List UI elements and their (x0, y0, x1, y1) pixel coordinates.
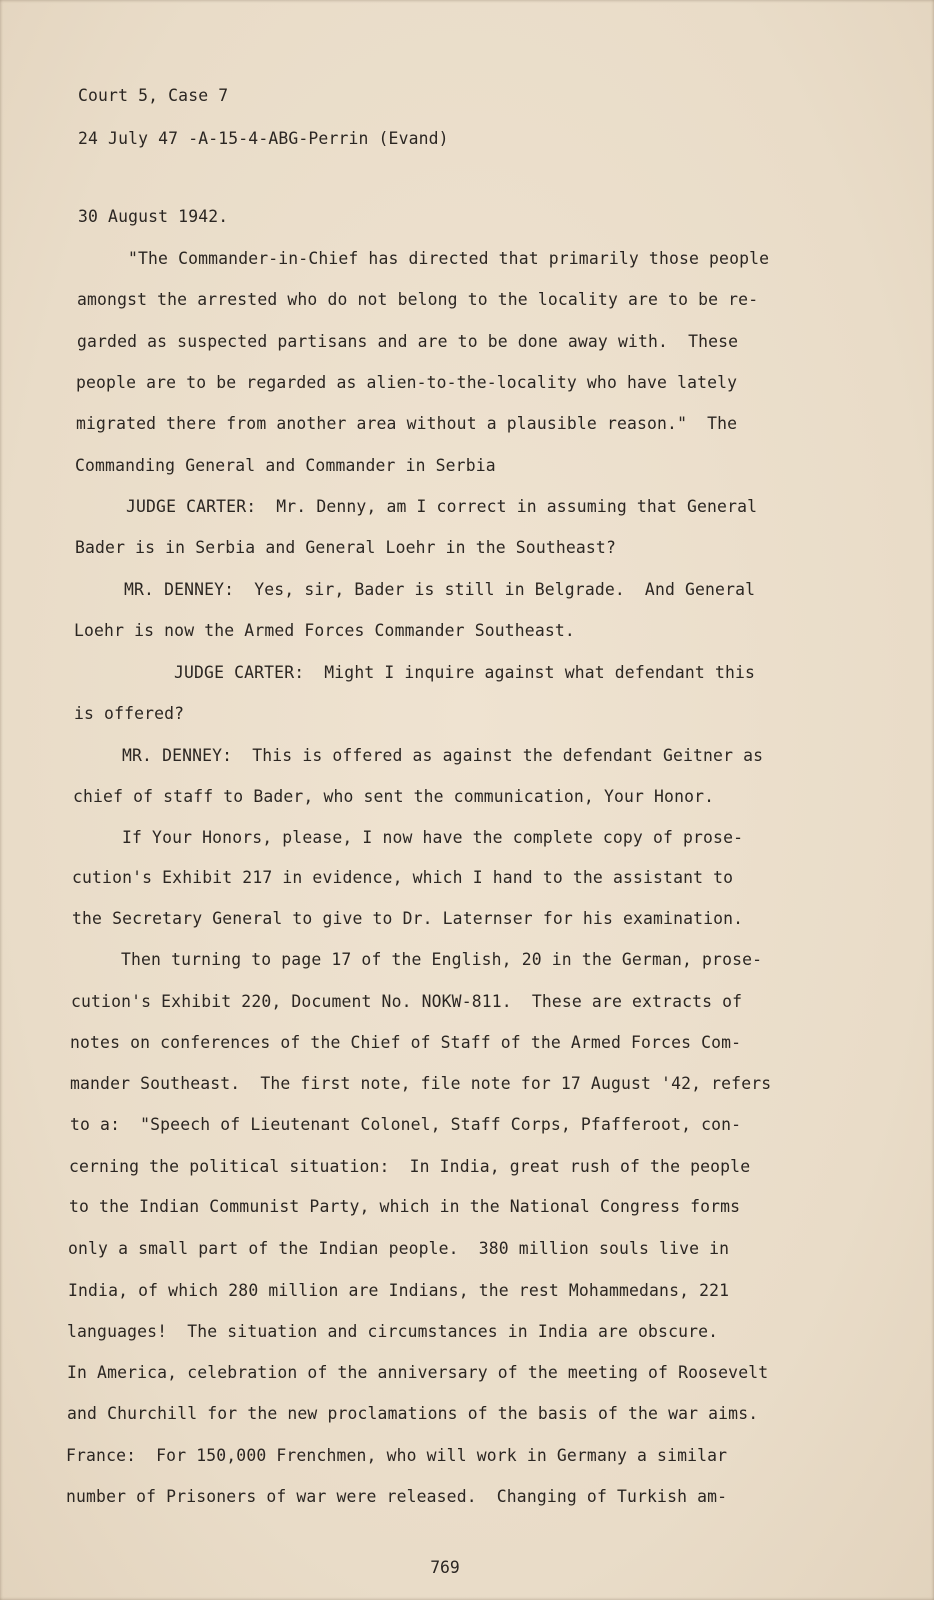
text-line: India, of which 280 million are Indians, the rest Mohammedans, 221 (68, 1281, 730, 1300)
session-header: 24 July 47 -A-15-4-ABG-Perrin (Evand) (78, 129, 449, 148)
text-line: Loehr is now the Armed Forces Commander Southeast. (74, 621, 575, 640)
text-line: Then turning to page 17 of the English, 20 in the German, prose- (121, 950, 763, 969)
text-line: garded as suspected partisans and are to be done away with. These (77, 332, 739, 351)
text-line: 30 August 1942. (78, 207, 229, 226)
text-line: JUDGE CARTER: Mr. Denny, am I correct in assuming that General (126, 497, 758, 516)
text-line: the Secretary General to give to Dr. Laternser for his examination. (72, 909, 744, 928)
page-number: 769 (430, 1558, 460, 1577)
case-header: Court 5, Case 7 (78, 86, 229, 105)
text-line: "The Commander-in-Chief has directed that primarily those people (128, 249, 770, 268)
text-line: to a: "Speech of Lieutenant Colonel, Staff Corps, Pfafferoot, con- (70, 1115, 742, 1134)
text-line: cution's Exhibit 217 in evidence, which I hand to the assistant to (72, 868, 734, 887)
text-line: people are to be regarded as alien-to-the-locality who have lately (76, 373, 738, 392)
text-line: cution's Exhibit 220, Document No. NOKW-811. These are extracts of (71, 992, 743, 1011)
text-line: number of Prisoners of war were released. Changing of Turkish am- (66, 1487, 728, 1506)
text-line: mander Southeast. The first note, file note for 17 August '42, refers (70, 1074, 772, 1093)
text-line: In America, celebration of the anniversary of the meeting of Roosevelt (67, 1363, 769, 1382)
text-line: only a small part of the Indian people. 380 million souls live in (68, 1239, 730, 1258)
text-line: If Your Honors, please, I now have the complete copy of prose- (122, 828, 744, 847)
text-line: MR. DENNEY: This is offered as against the defendant Geitner as (122, 746, 764, 765)
text-line: migrated there from another area without a plausible reason." The (76, 414, 738, 433)
text-line: Commanding General and Commander in Serbia (75, 456, 496, 475)
text-line: and Churchill for the new proclamations of the basis of the war aims. (67, 1404, 759, 1423)
text-line: notes on conferences of the Chief of Staff of the Armed Forces Com- (70, 1033, 742, 1052)
text-line: France: For 150,000 Frenchmen, who will work in Germany a similar (66, 1446, 728, 1465)
text-line: languages! The situation and circumstances in India are obscure. (67, 1322, 719, 1341)
text-line: JUDGE CARTER: Might I inquire against what defendant this (174, 663, 756, 682)
text-line: is offered? (74, 704, 185, 723)
text-line: to the Indian Communist Party, which in the National Congress forms (69, 1197, 741, 1216)
text-line: Bader is in Serbia and General Loehr in the Southeast? (75, 538, 616, 557)
text-line: cerning the political situation: In India, great rush of the people (69, 1157, 751, 1176)
text-line: chief of staff to Bader, who sent the communication, Your Honor. (73, 787, 715, 806)
text-line: amongst the arrested who do not belong to the locality are to be re- (77, 290, 759, 309)
text-line: MR. DENNEY: Yes, sir, Bader is still in Belgrade. And General (124, 580, 756, 599)
